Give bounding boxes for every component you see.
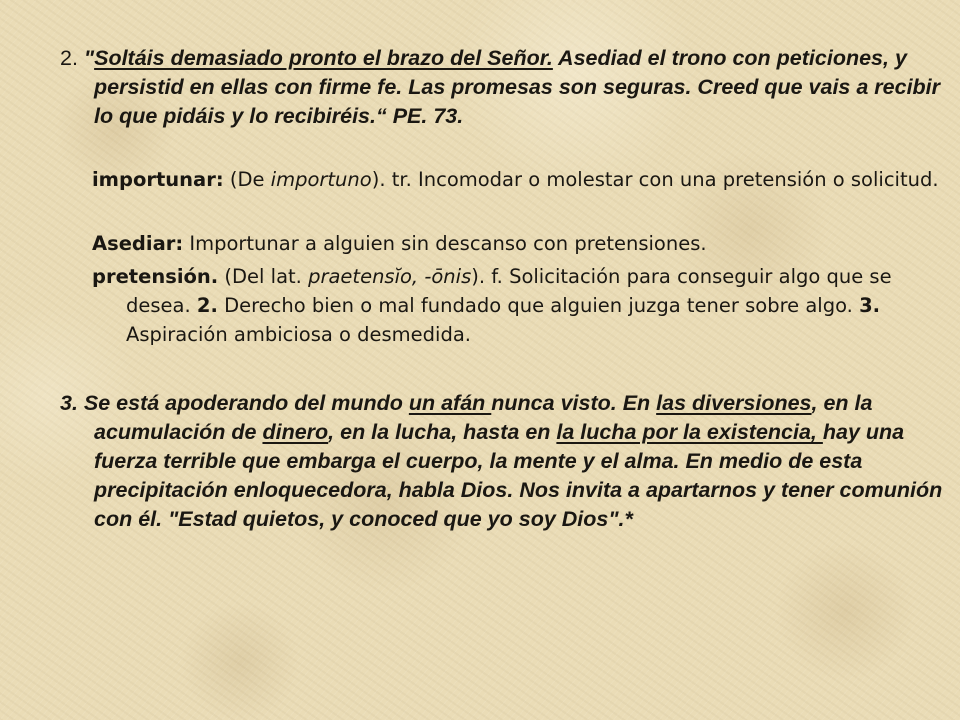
definition-asediar [92,229,946,258]
definition-pretension [92,262,946,349]
definition-term: Asediar: [92,232,184,255]
quote-paragraph-3 [60,389,946,534]
underlined-phrase: la lucha por la existencia, [556,420,823,444]
definition-text: (De [223,168,271,191]
quote-paragraph-2 [60,44,944,131]
underlined-phrase: dinero [262,420,329,444]
item-number: 2. [60,46,78,70]
definition-text: ). tr. Incomodar o molestar con una pretensión o solicitud. [371,168,939,191]
quote-text: , en la lucha, hasta en [328,420,557,444]
open-quote: " [77,46,95,70]
quote-text: hay una fuerza terrible que embarga el cuerpo, la mente y el alma. En medio de esta precipitación enloquecedora, habla Dios. Nos invita a apartarnos y tener comunión con él. "Estad quietos, y conoced que yo soy Dios".* [94,420,943,531]
definition-term: importunar: [92,168,224,191]
definition-etymology: praetensĭo, -ōnis [308,265,472,288]
definition-text: (Del lat. [218,265,309,288]
definition-etymology: importuno [270,168,372,191]
definition-text: Importunar a alguien sin descanso con pretensiones. [183,232,707,255]
quote-text: Asediad el trono con peticiones, y persistid en ellas con firme fe. Las promesas son seguras. Creed que vais a recibir lo que pidáis y lo recibiréis.“ PE. 73. [94,46,941,128]
underlined-phrase: un afán [408,391,492,415]
definition-text: Derecho bien o mal fundado que alguien juzga tener sobre algo. [217,294,860,317]
definition-text: ). f. Solicitación para conseguir algo que se desea. [126,265,892,317]
underlined-phrase: Soltáis demasiado pronto el brazo del Señor. [94,46,553,70]
definition-importunar [92,165,946,194]
sense-number: 2. [196,294,218,317]
quote-text: nunca visto. En [491,391,657,415]
sense-number: 3. [859,294,881,317]
underlined-phrase: las diversiones [656,391,812,415]
quote-text: 3. Se está apoderando del mundo [60,391,409,415]
quote-text: , en la acumulación de [94,391,873,444]
definition-term: pretensión. [92,265,219,288]
definition-text: Aspiración ambiciosa o desmedida. [126,323,471,346]
